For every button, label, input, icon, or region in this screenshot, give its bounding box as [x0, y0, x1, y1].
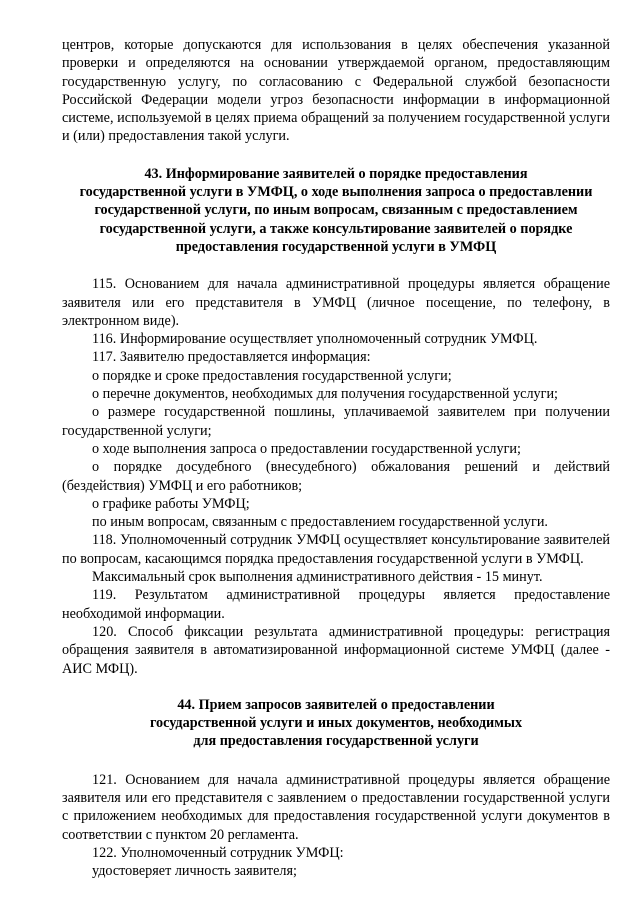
max-duration-note: Максимальный срок выполнения административного действия - 15 минут. — [92, 569, 543, 586]
list-item: о размере государственной пошлины, уплачиваемой заявителем при получении государственной услуги; — [62, 404, 610, 439]
paragraph-119: 119. Результатом административной процедуры является предоставление необходимой информации. — [62, 587, 610, 622]
list-item: по иным вопросам, связанным с предоставлением государственной услуги. — [92, 514, 548, 531]
paragraph-121: 121. Основанием для начала административной процедуры является обращение заявителя или его представителя с заявлением о предоставлении государственной услуги с приложением необходимых для предоставления государственной услуги документов в соответствии с пунктом 20 регламента. — [62, 771, 610, 843]
paragraph-120: 120. Способ фиксации результата административной процедуры: регистрация обращения заявителя в автоматизированной информационной системе УМФЦ (далее - АИС МФЦ). — [62, 623, 610, 677]
section-43-body — [62, 275, 610, 678]
heading-line: государственной услуги и иных документов, необходимых — [149, 715, 523, 732]
list-item: удостоверяет личность заявителя; — [92, 863, 297, 880]
paragraph-118: 118. Уполномоченный сотрудник УМФЦ осуществляет консультирование заявителей по вопросам, касающимся порядка предоставления государственной услуги в УМФЦ. — [62, 532, 610, 567]
list-item: о ходе выполнения запроса о предоставлении государственной услуги; — [92, 440, 521, 457]
paragraph-116: 116. Информирование осуществляет уполномоченный сотрудник УМФЦ. — [92, 331, 538, 348]
heading-line: государственной услуги, по иным вопросам, связанным с предоставлением — [94, 202, 578, 219]
paragraph-117: 117. Заявителю предоставляется информация: — [92, 349, 371, 366]
heading-line: государственной услуги в УМФЦ, о ходе выполнения запроса о предоставлении — [79, 184, 593, 201]
heading-line: предоставления государственной услуги в УМФЦ — [175, 238, 497, 255]
heading-line: для предоставления государственной услуги — [193, 733, 479, 750]
section-43-heading — [62, 165, 610, 256]
section-44-body — [62, 771, 610, 881]
section-44-heading — [62, 696, 610, 751]
list-item: о перечне документов, необходимых для получения государственной услуги; — [92, 386, 558, 403]
list-item: о графике работы УМФЦ; — [92, 495, 250, 512]
paragraph-122: 122. Уполномоченный сотрудник УМФЦ: — [92, 844, 344, 861]
list-item: о порядке и сроке предоставления государственной услуги; — [92, 367, 452, 384]
heading-line: государственной услуги, а также консультирование заявителей о порядке — [99, 220, 573, 237]
paragraph-115: 115. Основанием для начала административной процедуры является обращение заявителя или его представителя в УМФЦ (личное посещение, по телефону, в электронном виде). — [62, 276, 610, 329]
list-item: о порядке досудебного (внесудебного) обжалования решений и действий (бездействия) УМФЦ и его работников; — [62, 459, 610, 494]
heading-line: 44. Прием запросов заявителей о предоставлении — [177, 696, 495, 713]
heading-line: 43. Информирование заявителей о порядке предоставления — [144, 165, 528, 182]
intro-paragraph: центров, которые допускаются для использования в целях обеспечения указанной проверки и определяются на основании утверждаемой органом, предоставляющим государственную услугу, по согласованию с Федеральной службой безопасности Российской Федерации модели угроз безопасности информации в информационной системе, используемой в целях приема обращений за получением государственной услуги и (или) предоставления такой услуги. — [62, 37, 610, 145]
